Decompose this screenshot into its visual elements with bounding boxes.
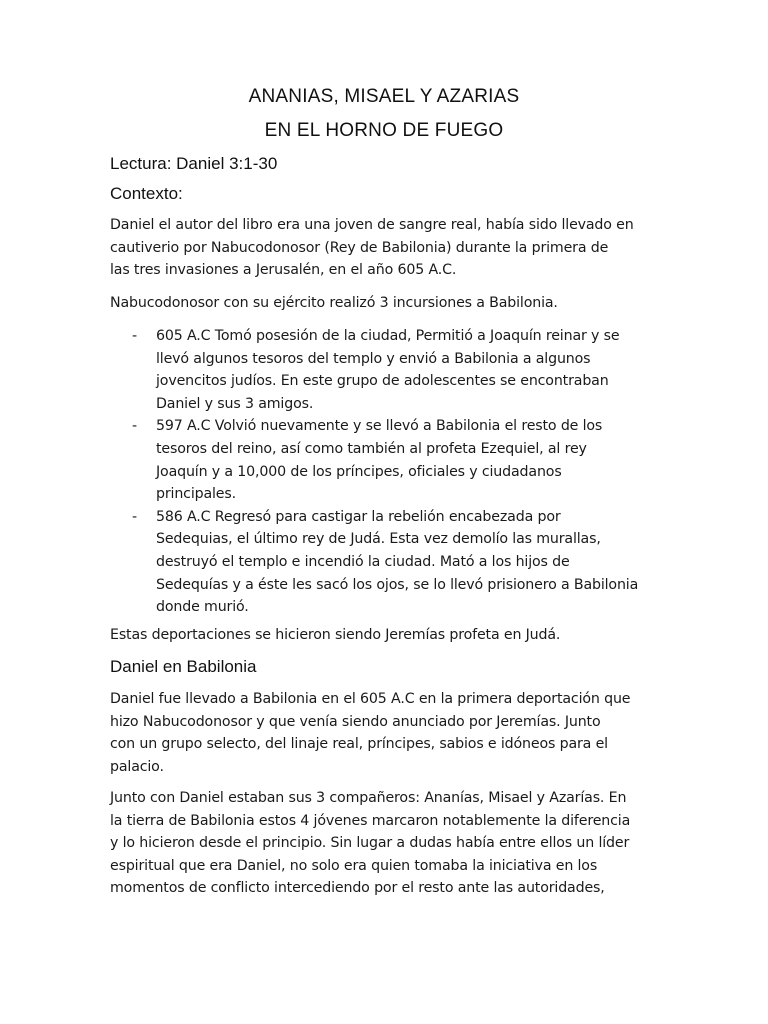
text-line: momentos de conflicto intercediendo por el resto ante las autoridades, [110,880,605,897]
text-line: hizo Nabucodonosor y que venía siendo anunciado por Jeremías. Junto [110,713,601,730]
incursions-list [110,325,670,619]
bullet-dash: - [132,508,137,525]
companions-paragraph [110,787,670,900]
text-line: jovencitos judíos. En este grupo de adolescentes se encontraban [156,373,609,390]
text-line: espiritual que era Daniel, no solo era quien tomaba la iniciativa en los [110,857,598,874]
text-line: y lo hicieron desde el principio. Sin lugar a dudas había entre ellos un líder [110,835,630,852]
text-line: principales. [156,486,236,503]
document-title: ANANIAS, MISAEL Y AZARIAS [248,86,520,107]
text-line: Junto con Daniel estaban sus 3 compañeros: Ananías, Misael y Azarías. En [110,790,627,806]
babilonia-paragraph [110,688,670,778]
text-line: destruyó el templo e incendió la ciudad. Mató a los hijos de [156,553,570,570]
document-subtitle: EN EL HORNO DE FUEGO [264,120,504,141]
text-line: con un grupo selecto, del linaje real, príncipes, sabios e idóneos para el [110,736,608,753]
text-line: cautiverio por Nabucodonosor (Rey de Babilonia) durante la primera de [110,239,609,256]
list-item [110,325,670,415]
context-heading: Contexto: [110,184,183,203]
text-line: llevó algunos tesoros del templo y envió a Babilonia a algunos [156,350,591,367]
list-item [110,506,670,619]
text-line: Sedequias, el último rey de Judá. Esta vez demolío las murallas, [156,531,601,548]
bullet-dash: - [132,418,137,435]
section-heading: Daniel en Babilonia [110,657,257,676]
context-paragraph [110,214,670,282]
text-line: tesoros del reino, así como también al profeta Ezequiel, al rey [156,440,587,457]
text-line: Nabucodonosor con su ejército realizó 3 incursiones a Babilonia. [110,295,558,311]
deportations-paragraph [110,624,670,647]
incursions-paragraph [110,292,670,315]
text-line: Sedequías y a éste les sacó los ojos, se lo llevó prisionero a Babilonia [156,576,639,593]
text-line: palacio. [110,758,164,775]
text-line: Joaquín y a 10,000 de los príncipes, oficiales y ciudadanos [156,463,562,480]
text-line: la tierra de Babilonia estos 4 jóvenes marcaron notablemente la diferencia [110,812,631,829]
text-line: las tres invasiones a Jerusalén, en el año 605 A.C. [110,262,457,279]
text-line: Daniel fue llevado a Babilonia en el 605 A.C en la primera deportación que [110,691,631,707]
text-line: 597 A.C Volvió nuevamente y se llevó a Babilonia el resto de los [156,418,603,435]
list-item [110,415,670,505]
reading-reference: Lectura: Daniel 3:1-30 [110,154,278,173]
bullet-dash: - [132,328,137,344]
text-line: Estas deportaciones se hicieron siendo Jeremías profeta en Judá. [110,627,561,643]
text-line: donde murió. [156,599,249,616]
text-line: Daniel y sus 3 amigos. [156,395,314,412]
text-line: 586 A.C Regresó para castigar la rebelión encabezada por [156,508,561,525]
text-line: Daniel el autor del libro era una joven de sangre real, había sido llevado en [110,217,634,233]
text-line: 605 A.C Tomó posesión de la ciudad, Permitió a Joaquín reinar y se [156,328,620,344]
